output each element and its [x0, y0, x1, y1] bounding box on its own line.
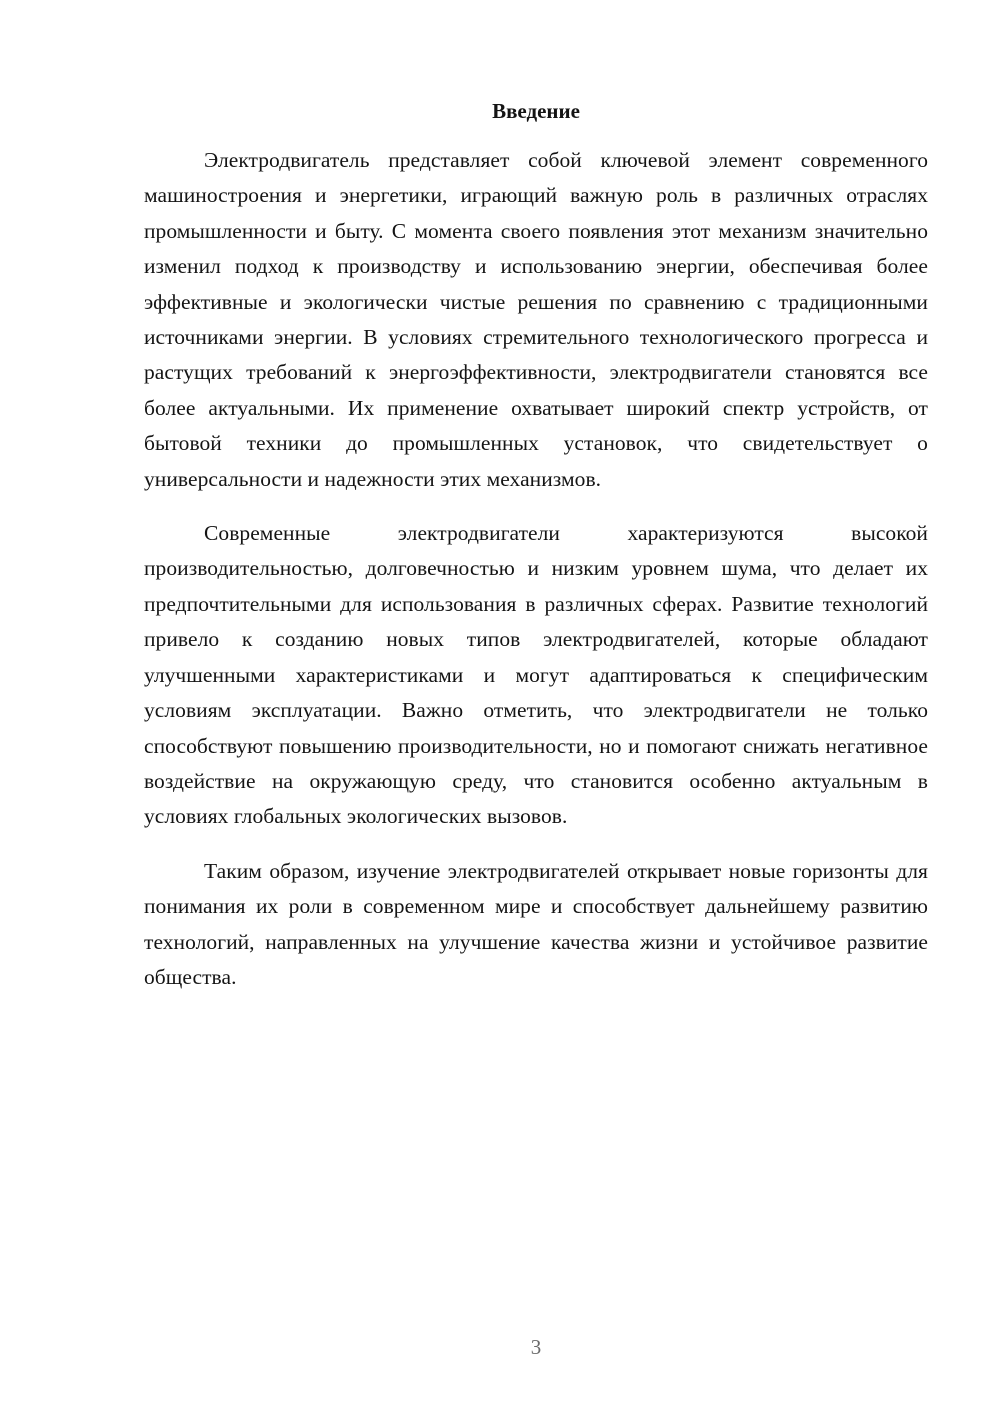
paragraph-1: Электродвигатель представляет собой ключевой элемент современного машиностроения и энергетики, играющий важную роль в различных отраслях промышленности и быту. С момента своего появления этот механизм значительно изменил подход к производству и использованию энергии, обеспечивая более эффективные и экологически чистые решения по сравнению с традиционными источниками энергии. В условиях стремительного технологического прогресса и растущих требований к энергоэффективности, электродвигатели становятся все более актуальными. Их применение охватывает широкий спектр устройств, от бытовой техники до промышленных установок, что свидетельствует о универсальности и надежности этих механизмов.	[144, 148, 928, 491]
page-content	[144, 96, 928, 1014]
section-heading: Введение	[492, 99, 580, 123]
paragraph-2: Современные электродвигатели характеризуются высокой производительностью, долговечностью и низким уровнем шума, что делает их предпочтительными для использования в различных сферах. Развитие технологий привело к созданию новых типов электродвигателей, которые обладают улучшенными характеристиками и могут адаптироваться к специфическим условиям эксплуатации. Важно отметить, что электродвигатели не только способствуют повышению производительности, но и помогают снижать негативное воздействие на окружающую среду, что становится особенно актуальным в условиях глобальных экологических вызовов.	[144, 521, 928, 829]
paragraph-3: Таким образом, изучение электродвигателей открывает новые горизонты для понимания их роли в современном мире и способствует дальнейшему развитию технологий, направленных на улучшение качества жизни и устойчивое развитие общества.	[144, 858, 928, 989]
page-number: 3	[530, 1335, 542, 1359]
